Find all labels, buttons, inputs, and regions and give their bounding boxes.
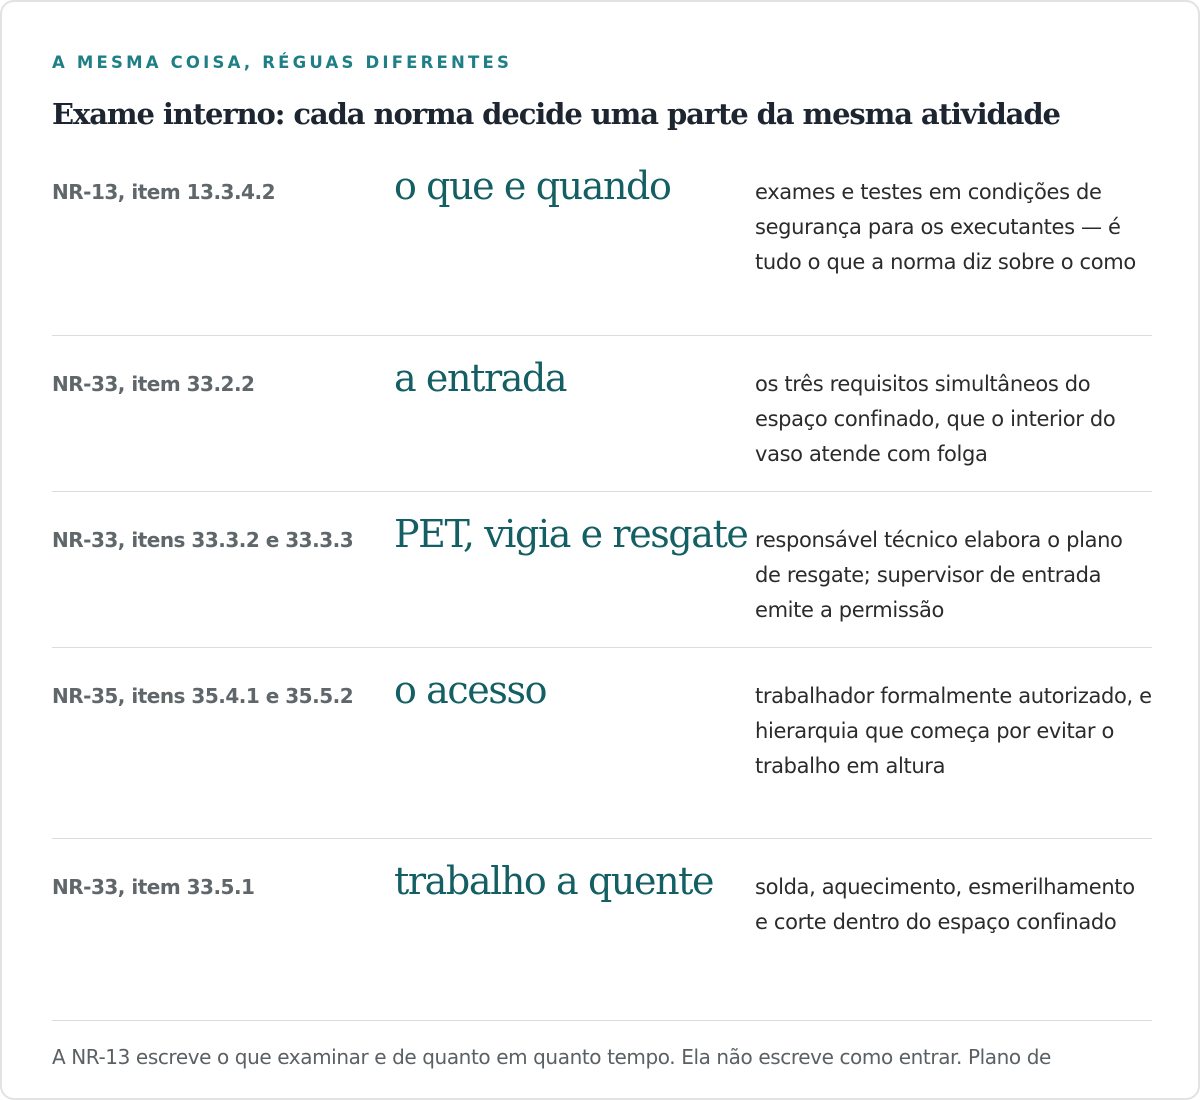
norm-row	[52, 162, 1152, 336]
norm-reference: NR-33, item 33.2.2	[52, 372, 255, 396]
norm-row	[52, 648, 1152, 839]
norm-reference: NR-13, item 13.3.4.2	[52, 180, 275, 204]
norm-topic: trabalho a quente	[394, 859, 714, 903]
footnote-text: A NR-13 escreve o que examinar e de quanto em quanto tempo. Ela não escreve como entrar. Plano de	[52, 1045, 1051, 1069]
norm-row	[52, 839, 1152, 1021]
norm-row	[52, 336, 1152, 492]
norm-table	[52, 162, 1152, 1021]
norm-topic: PET, vigia e resgate	[394, 512, 748, 556]
norm-row	[52, 492, 1152, 648]
norm-description: responsável técnico elabora o plano de resgate; supervisor de entrada emite a permissão	[755, 528, 1123, 622]
norm-topic: o acesso	[394, 668, 547, 712]
norm-reference: NR-33, item 33.5.1	[52, 875, 255, 899]
section-eyebrow: A MESMA COISA, RÉGUAS DIFERENTES	[52, 53, 513, 72]
norm-description: solda, aquecimento, esmerilhamento e corte dentro do espaço confinado	[755, 875, 1135, 934]
norm-description: exames e testes em condições de segurança para os executantes — é tudo o que a norma diz sobre o como	[755, 180, 1136, 274]
norm-topic: a entrada	[394, 356, 567, 400]
norm-topic: o que e quando	[394, 164, 671, 208]
norm-reference: NR-35, itens 35.4.1 e 35.5.2	[52, 684, 354, 708]
section-title: Exame interno: cada norma decide uma parte da mesma atividade	[52, 97, 1060, 131]
norm-description: trabalhador formalmente autorizado, e hierarquia que começa por evitar o trabalho em altura	[755, 684, 1152, 778]
norm-description: os três requisitos simultâneos do espaço confinado, que o interior do vaso atende com folga	[755, 372, 1116, 466]
norm-reference: NR-33, itens 33.3.2 e 33.3.3	[52, 528, 354, 552]
